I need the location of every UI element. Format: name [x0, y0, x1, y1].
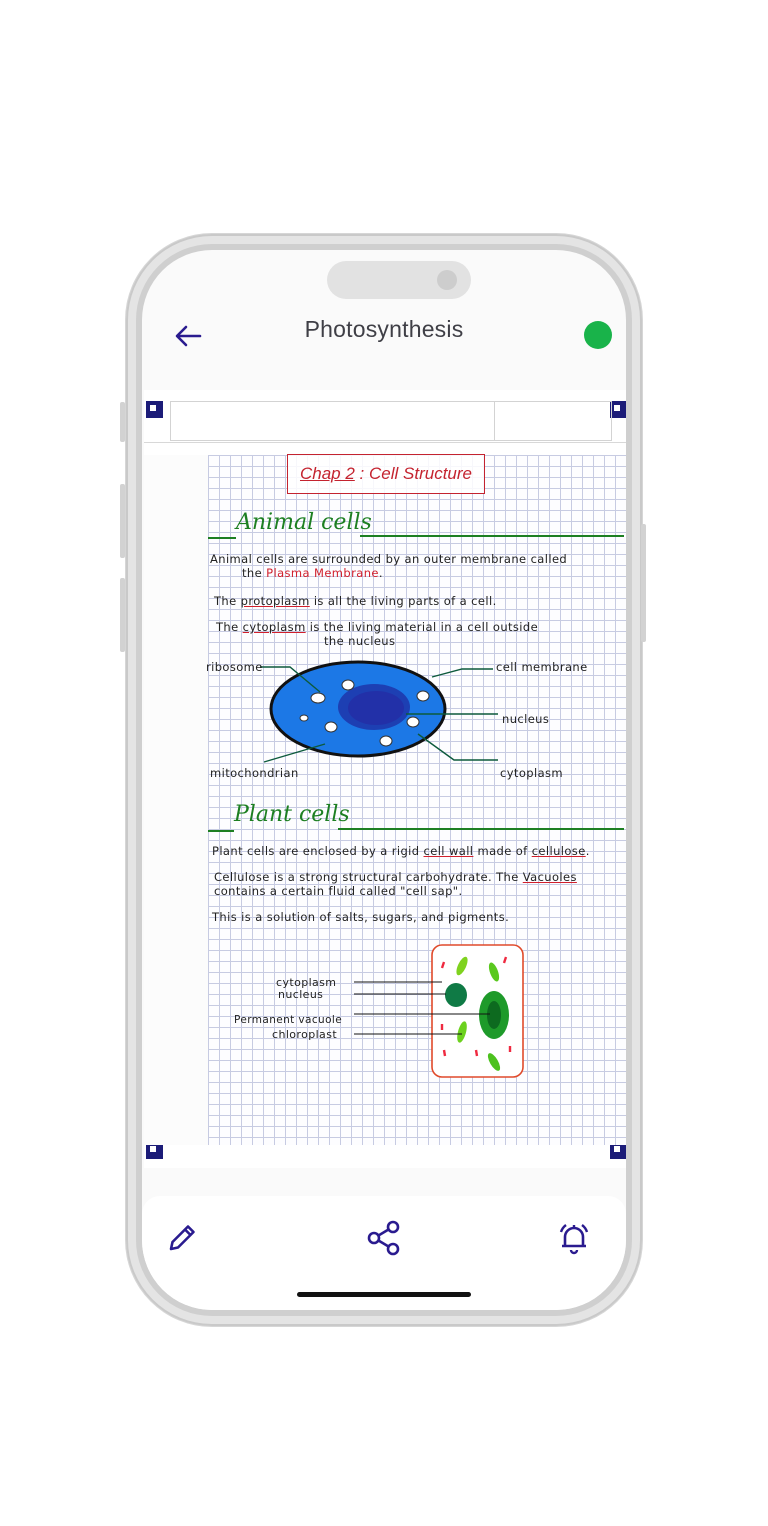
page-rule [144, 442, 626, 443]
app-screen [142, 250, 626, 1310]
note-text: . [585, 844, 590, 858]
reminder-button[interactable] [552, 1216, 596, 1260]
volume-up-button [120, 484, 125, 558]
silent-switch [120, 402, 125, 442]
sync-status-indicator[interactable] [584, 321, 612, 349]
page-margin [144, 455, 209, 1145]
highlight-text: Plasma Membrane [266, 566, 379, 580]
diagram-label-nucleus: nucleus [278, 988, 324, 1001]
edit-button[interactable] [160, 1216, 204, 1260]
note-text: is the living material in a cell outside [309, 620, 539, 634]
share-button[interactable] [362, 1216, 406, 1260]
note-text: . [378, 566, 383, 580]
chapter-title: Cell Structure [369, 464, 472, 483]
note-text: The [214, 594, 237, 608]
note-text: The [216, 620, 239, 634]
note-text: Cellulose is a strong structural carbohydrate. The [214, 870, 519, 884]
note-line [242, 566, 383, 580]
diagram-label-mitochondrian: mitochondrian [210, 766, 299, 780]
home-indicator[interactable] [297, 1292, 471, 1297]
note-line [214, 594, 497, 608]
note-line: This is a solution of salts, sugars, and pigments. [212, 910, 510, 924]
diagram-label-nucleus: nucleus [502, 712, 550, 726]
underlined-term: cell wall [423, 844, 474, 858]
page-title: Photosynthesis [304, 316, 464, 342]
alarm-bell-icon [554, 1218, 594, 1258]
diagram-label-cytoplasm: cytoplasm [500, 766, 564, 780]
heading-underline [208, 830, 234, 832]
volume-down-button [120, 578, 125, 652]
underlined-term: cellulose [531, 844, 586, 858]
note-line: Animal cells are surrounded by an outer membrane called [210, 552, 568, 566]
note-text: made of [477, 844, 528, 858]
note-text: the [242, 566, 263, 580]
note-line: the nucleus [324, 634, 396, 648]
underlined-term: protoplasm [240, 594, 310, 608]
heading-underline [338, 828, 624, 830]
corner-marker-top-right [610, 401, 626, 418]
chapter-number: Chap 2 [299, 464, 355, 483]
underlined-term: Vacuoles [522, 870, 577, 884]
heading-underline [208, 537, 236, 539]
diagram-label-cell-membrane: cell membrane [496, 660, 588, 674]
power-button [641, 524, 646, 642]
note-line [214, 870, 577, 884]
note-text: Plant cells are enclosed by a rigid [212, 844, 420, 858]
chapter-title-box [287, 454, 485, 494]
underlined-term: cytoplasm [242, 620, 306, 634]
scanned-note-page[interactable] [144, 390, 626, 1168]
diagram-label-chloroplast: chloroplast [272, 1028, 338, 1041]
note-text: is all the living parts of a cell. [313, 594, 497, 608]
phone-frame [126, 234, 642, 1326]
header-strip-divider [494, 401, 495, 441]
note-line [216, 620, 538, 634]
corner-marker-top-left [146, 401, 163, 418]
plant-cell-diagram [344, 942, 544, 1082]
note-line: contains a certain fluid called "cell sap". [214, 884, 463, 898]
plant-cells-heading: Plant cells [234, 802, 350, 827]
heading-underline [360, 535, 624, 537]
bottom-toolbar [142, 1196, 626, 1310]
diagram-label-cytoplasm: cytoplasm [276, 976, 337, 989]
chapter-separator: : [359, 464, 365, 483]
note-line [212, 844, 590, 858]
pencil-icon [164, 1220, 200, 1256]
diagram-label-ribosome: ribosome [206, 660, 263, 674]
diagram-label-vacuole: Permanent vacuole [234, 1014, 343, 1026]
share-icon [364, 1218, 404, 1258]
app-bar [142, 250, 626, 390]
header-strip [170, 401, 612, 441]
animal-cells-heading: Animal cells [236, 510, 372, 535]
